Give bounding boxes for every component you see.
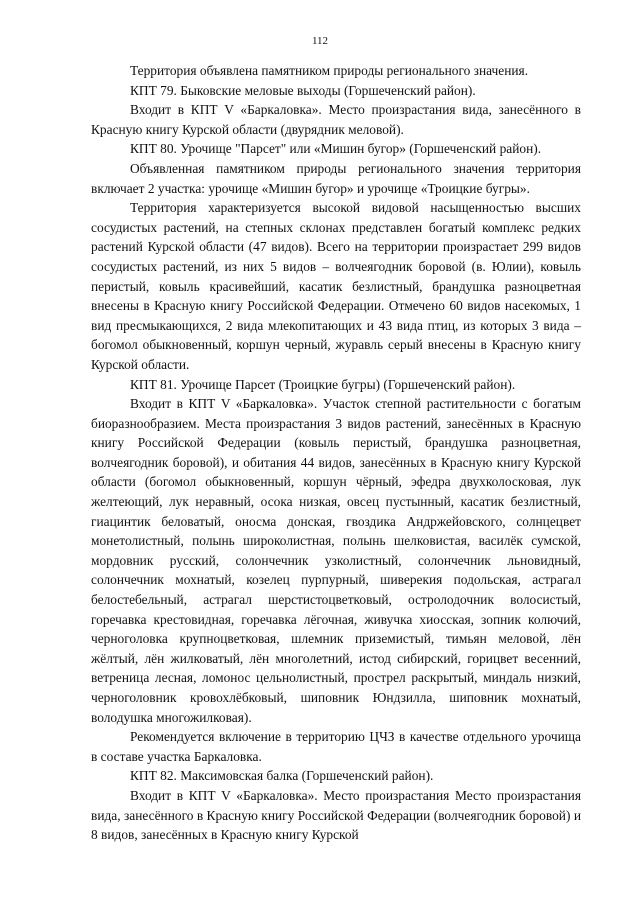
paragraph: Территория характеризуется высокой видовой насыщенностью высших сосудистых растений, на степных склонах представлен богатый комплекс редких растений Курской области (47 видов). Всего на территории произрастает 299 видов сосудистых растений, из них 5 видов – волчеягодник боровой (в. Юлии), ковыль перистый, ковыль красивейший, касатик безлистный, брандушка разноцветная внесены в Красную книгу Российской Федерации. Отмечено 60 видов насекомых, 1 вид пресмыкающихся, 2 вида млекопитающих и 43 вида птиц, из которых 3 вида – богомол обыкновенный, коршун черный, журавль серый внесены в Красную книгу Курской области. xyxy=(91,200,581,372)
paragraph: Рекомендуется включение в территорию ЦЧЗ в качестве отдельного урочища в составе участка Баркаловка. xyxy=(91,729,581,764)
page-number: 112 xyxy=(311,35,329,47)
paragraph: Входит в КПТ V «Баркаловка». Место произрастания Место произрастания вида, занесённого в Красную книгу Российской Федерации (волчеягодник боровой) и 8 видов, занесённых в Красную книгу Курской xyxy=(91,787,581,843)
paragraph: КПТ 81. Урочище Парсет (Троицкие бугры) (Горшеченский район). xyxy=(130,376,516,392)
paragraph: КПТ 80. Урочище "Парсет" или «Мишин бугор» (Горшеченский район). xyxy=(130,141,542,157)
paragraph: КПТ 82. Максимовская балка (Горшеченский район). xyxy=(130,768,434,784)
paragraph: Объявленная памятником природы регионального значения территория включает 2 участка: урочище «Мишин бугор» и урочище «Троицкие бугры». xyxy=(91,160,581,196)
paragraph: Входит в КПТ V «Баркаловка». Место произрастания вида, занесённого в Красную книгу Курской области (двурядник меловой). xyxy=(91,102,581,137)
paragraph: Территория объявлена памятником природы регионального значения. xyxy=(130,63,529,78)
paragraph: КПТ 79. Быковские меловые выходы (Горшеченский район). xyxy=(130,82,476,98)
document-body xyxy=(91,61,581,845)
paragraph: Входит в КПТ V «Баркаловка». Участок степной растительности с богатым биоразнообразием. Места произрастания 3 видов растений, занесённых в Красную книгу Российской Федерации (ковыль перистый, брандушка разноцветная, волчеягодник боровой), и обитания 44 видов, занесённых в Красную книгу Курской области (богомол обыкновенный, коршун чёрный, эфедра двухколосковая, лук желтеющий, лук неравный, осока низкая, овсец пустынный, касатик безлистный, гиацинтик беловатый, оносма донская, гвоздика Андржейовского, солнцецвет монетолистный, полынь широколистная, полынь шелковистая, василёк сумской, мордовник русский, солончечник узколистный, солончечник льновидный, солончечник мохнатый, козелец пурпурный, шиверекия подольская, астрагал белостебельный, астрагал шерстистоцветковый, остролодочник волосистый, горечавка крестовидная, горечавка лёгочная, живучка хиосская, зопник колючий, черноголовка крупноцветковая, шлемник приземистый, тимьян меловой, лён жёлтый, лён жилковатый, лён многолетний, истод сибирский, горицвет весенний, ветреница лесная, ломонос цельнолистный, прострел раскрытый, миндаль низкий, черноголовник кровохлёбковый, шиповник Юндзилла, шиповник мохнатый, володушка многожилковая). xyxy=(91,396,581,725)
